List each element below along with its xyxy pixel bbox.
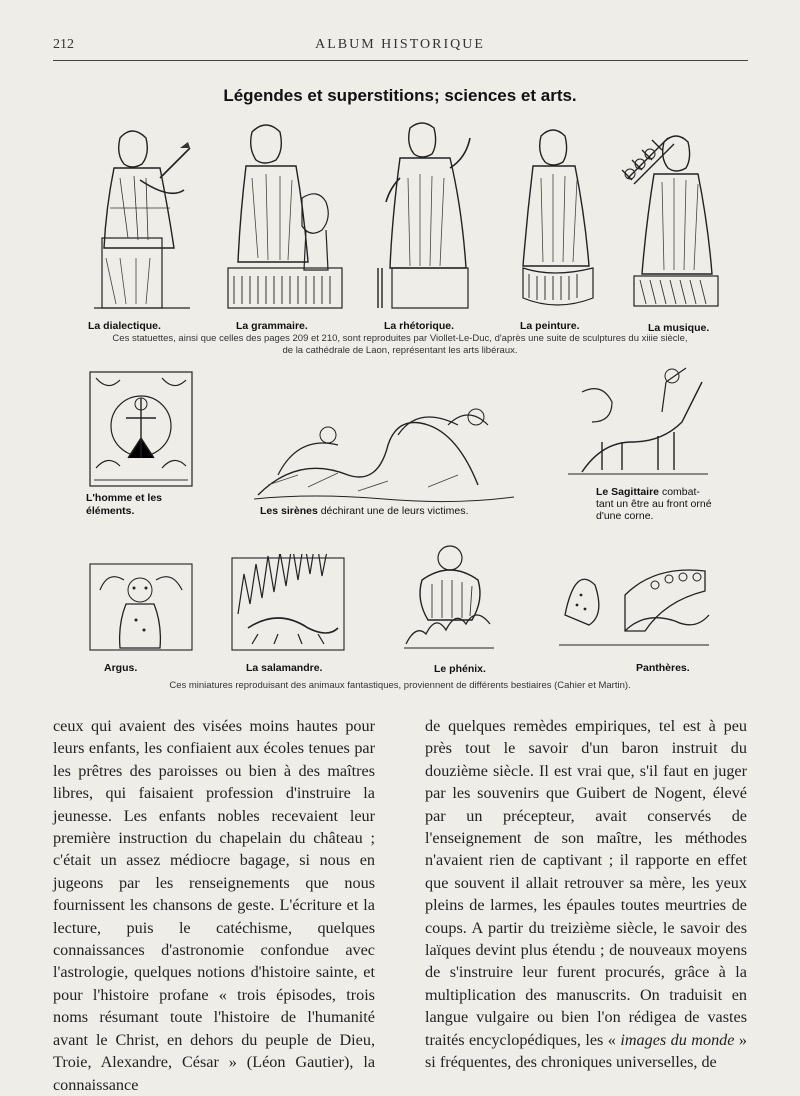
label-grammaire: La grammaire. — [236, 320, 308, 332]
body-column-left — [53, 715, 375, 1096]
label-pantheres: Panthères. — [636, 662, 690, 674]
homme-elements-engraving — [86, 368, 196, 490]
pantheres-engraving — [555, 555, 715, 655]
caption-row1-line1: Ces statuettes, ainsi que celles des pages 209 et 210, sont reproduites par Viollet-Le-Duc, d'après une suite de sculptures du xiiie siècle, — [112, 333, 688, 344]
label-sagittaire-line3: d'une corne. — [596, 510, 654, 522]
label-homme-line2: éléments. — [86, 505, 135, 517]
label-rhetorique: La rhétorique. — [384, 320, 455, 332]
sirenes-engraving — [248, 395, 520, 507]
body-right-text — [425, 715, 747, 1074]
label-sagittaire-line1 — [596, 486, 700, 498]
page-title: Légendes et superstitions; sciences et arts. — [223, 86, 577, 105]
body-left-text: ceux qui avaient des visées moins hautes pour leurs enfants, les confiaient aux écoles tenues par les prêtres des paroisses ou bien à des maîtres libres, qui faisaient profession d'instruire la jeunesse. Les enfants nobles recevaient leur première instruction du chapelain du château ; c'était un assez médiocre bagage, si nous en jugeons par les renseignements que nous fournissent les chansons de geste. L'écriture et la lecture, puis le catéchisme, quelques connaissances d'astronomie confondue avec l'astrologie, quelques notions d'histoire sainte, et pour l'histoire profane « trois épisodes, trois noms résumant toute l'histoire de l'humanité avant le Christ, en dehors du peuple de Dieu, Troie, Alexandre, César » (Léon Gautier), la connaissance — [53, 717, 375, 1094]
label-dialectique: La dialectique. — [88, 320, 161, 332]
body-right-after: » si fréquentes, des chroniques universelles, de — [425, 1030, 747, 1072]
label-sagittaire-rest1: combat- — [659, 486, 700, 498]
salamandre-engraving — [228, 554, 348, 654]
label-musique: La musique. — [648, 322, 710, 334]
label-homme-line1: L'homme et les — [86, 492, 163, 504]
rhetorique-engraving — [370, 118, 490, 318]
label-phenix: Le phénix. — [434, 663, 486, 675]
label-salamandre: La salamandre. — [246, 662, 323, 674]
grammaire-engraving — [222, 118, 347, 318]
caption-row3: Ces miniatures reproduisant des animaux fantastiques, proviennent de différents bestiaires (Cahier et Martin). — [169, 680, 631, 691]
running-head: ALBUM HISTORIQUE — [315, 37, 485, 52]
header-rule — [53, 60, 748, 61]
musique-engraving — [614, 118, 724, 318]
argus-engraving — [86, 560, 196, 656]
label-sirenes-bold: Les sirènes — [260, 505, 318, 517]
sagittaire-engraving — [562, 362, 712, 480]
label-argus: Argus. — [104, 662, 138, 674]
phenix-engraving — [402, 540, 498, 654]
caption-row1-line2: de la cathédrale de Laon, représentant les arts libéraux. — [282, 345, 518, 356]
body-right-before: de quelques remèdes empiriques, tel est à peu près tout le savoir d'un baron instruit du douzième siècle. Il est vrai que, s'il faut en juger par les souvenirs que Guibert de Nogent, élevé par un précepteur, avait conservés de l'enseignement de son maître, les méthodes n'avaient rien de captivant ; il rapporte en effet que souvent il allait retrouver sa mère, les yeux pleins de larmes, les épaules toutes meurtries de coups. A partir du treizième siècle, le savoir des laïques devint plus étendu ; de nouveaux moyens de s'instruire leur furent procurés, grâce à la multiplication des manuscrits. On traduisit en langue vulgaire ou bien l'on rédigea de vastes traités encyclopédiques, les « — [425, 717, 747, 1049]
body-right-italic: images du monde — [620, 1030, 735, 1049]
label-sirenes-rest: déchirant une de leurs victimes. — [317, 505, 469, 517]
label-sagittaire-line2: tant un être au front orné — [596, 498, 712, 510]
dialectique-engraving — [80, 118, 200, 318]
label-sirenes — [260, 505, 468, 517]
body-column-right — [425, 715, 747, 1074]
label-sagittaire-bold: Le Sagittaire — [596, 486, 660, 498]
page-number: 212 — [53, 37, 74, 52]
peinture-engraving — [507, 118, 607, 318]
label-peinture: La peinture. — [520, 320, 580, 332]
